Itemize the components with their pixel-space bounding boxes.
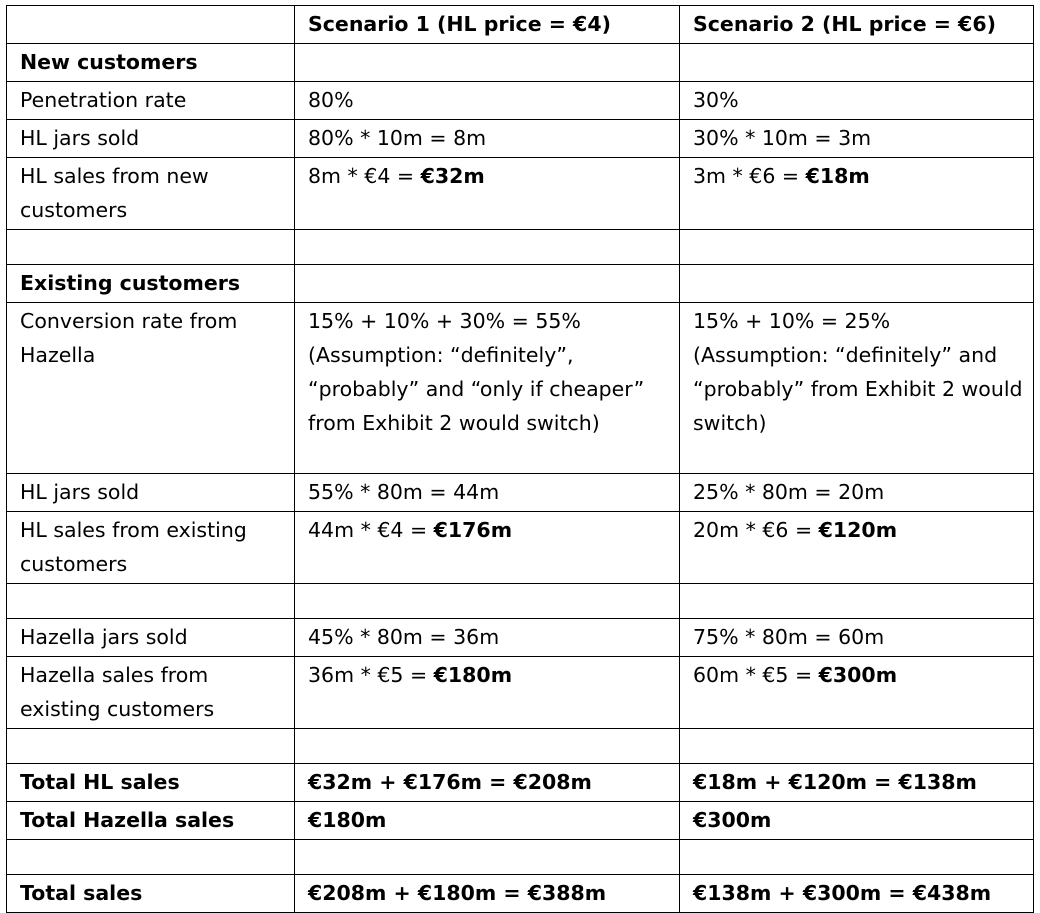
expression: 3m * €6 = xyxy=(693,164,806,188)
empty-cell xyxy=(295,840,680,875)
cell-scenario-1 xyxy=(295,657,680,729)
empty-cell xyxy=(295,230,680,265)
expression: 44m * €4 = xyxy=(308,518,434,542)
result-value: €18m xyxy=(805,164,870,188)
empty-cell xyxy=(7,729,295,764)
cell-scenario-1: €208m + €180m = €388m xyxy=(295,875,680,913)
total-row xyxy=(7,802,1034,840)
result-value: €300m xyxy=(818,663,898,687)
cell-scenario-1 xyxy=(295,512,680,584)
empty-cell xyxy=(295,265,680,303)
spacer-row xyxy=(7,584,1034,619)
section-heading-row xyxy=(7,265,1034,303)
cell-scenario-2: 25% * 80m = 20m xyxy=(680,474,1034,512)
row-label: HL sales from new customers xyxy=(7,158,295,230)
empty-cell xyxy=(680,729,1034,764)
total-hl-label: Total HL sales xyxy=(7,764,295,802)
cell-scenario-1: 80% * 10m = 8m xyxy=(295,120,680,158)
table-row xyxy=(7,82,1034,120)
empty-cell xyxy=(295,729,680,764)
scenario-table xyxy=(6,5,1034,913)
cell-scenario-2: 30% xyxy=(680,82,1034,120)
table-row xyxy=(7,120,1034,158)
cell-scenario-2 xyxy=(680,158,1034,230)
cell-scenario-2: €300m xyxy=(680,802,1034,840)
empty-cell xyxy=(7,840,295,875)
spacer-row xyxy=(7,230,1034,265)
cell-scenario-2: 75% * 80m = 60m xyxy=(680,619,1034,657)
cell-scenario-1: €32m + €176m = €208m xyxy=(295,764,680,802)
row-label: HL jars sold xyxy=(7,120,295,158)
total-row xyxy=(7,875,1034,913)
section-heading-row xyxy=(7,44,1034,82)
table-row xyxy=(7,158,1034,230)
empty-cell xyxy=(7,584,295,619)
cell-scenario-1: 55% * 80m = 44m xyxy=(295,474,680,512)
total-row xyxy=(7,764,1034,802)
empty-cell xyxy=(680,265,1034,303)
empty-cell xyxy=(680,584,1034,619)
header-row xyxy=(7,6,1034,44)
table-row xyxy=(7,474,1034,512)
result-value: €32m xyxy=(420,164,485,188)
cell-scenario-1: 15% + 10% + 30% = 55% (Assumption: “definitely”, “probably” and “only if cheaper” from Exhibit 2 would switch) xyxy=(295,303,680,474)
row-label: Hazella sales from existing customers xyxy=(7,657,295,729)
header-cell-label xyxy=(7,6,295,44)
cell-scenario-1: 80% xyxy=(295,82,680,120)
empty-cell xyxy=(680,230,1034,265)
expression: 36m * €5 = xyxy=(308,663,434,687)
spacer-row xyxy=(7,840,1034,875)
cell-scenario-2: 30% * 10m = 3m xyxy=(680,120,1034,158)
cell-scenario-2 xyxy=(680,657,1034,729)
cell-scenario-1 xyxy=(295,158,680,230)
result-value: €176m xyxy=(433,518,513,542)
empty-cell xyxy=(680,44,1034,82)
header-scenario-2: Scenario 2 (HL price = €6) xyxy=(680,6,1034,44)
expression: 20m * €6 = xyxy=(693,518,819,542)
total-hazella-label: Total Hazella sales xyxy=(7,802,295,840)
result-value: €120m xyxy=(818,518,898,542)
total-sales-label: Total sales xyxy=(7,875,295,913)
row-label: HL sales from existing customers xyxy=(7,512,295,584)
section-heading-existing-customers: Existing customers xyxy=(7,265,295,303)
cell-scenario-1: €180m xyxy=(295,802,680,840)
header-scenario-1: Scenario 1 (HL price = €4) xyxy=(295,6,680,44)
empty-cell xyxy=(7,230,295,265)
empty-cell xyxy=(295,44,680,82)
table-row xyxy=(7,303,1034,474)
cell-scenario-2: 15% + 10% = 25% (Assumption: “definitely” and “probably” from Exhibit 2 would switch) xyxy=(680,303,1034,474)
empty-cell xyxy=(295,584,680,619)
empty-cell xyxy=(680,840,1034,875)
row-label: Hazella jars sold xyxy=(7,619,295,657)
spacer-row xyxy=(7,729,1034,764)
result-value: €180m xyxy=(433,663,513,687)
row-label: Penetration rate xyxy=(7,82,295,120)
cell-scenario-2: €138m + €300m = €438m xyxy=(680,875,1034,913)
cell-scenario-2 xyxy=(680,512,1034,584)
section-heading-new-customers: New customers xyxy=(7,44,295,82)
table-row xyxy=(7,512,1034,584)
row-label: HL jars sold xyxy=(7,474,295,512)
cell-scenario-1: 45% * 80m = 36m xyxy=(295,619,680,657)
cell-scenario-2: €18m + €120m = €138m xyxy=(680,764,1034,802)
expression: 60m * €5 = xyxy=(693,663,819,687)
table-row xyxy=(7,657,1034,729)
expression: 8m * €4 = xyxy=(308,164,421,188)
table-row xyxy=(7,619,1034,657)
row-label: Conversion rate from Hazella xyxy=(7,303,295,474)
